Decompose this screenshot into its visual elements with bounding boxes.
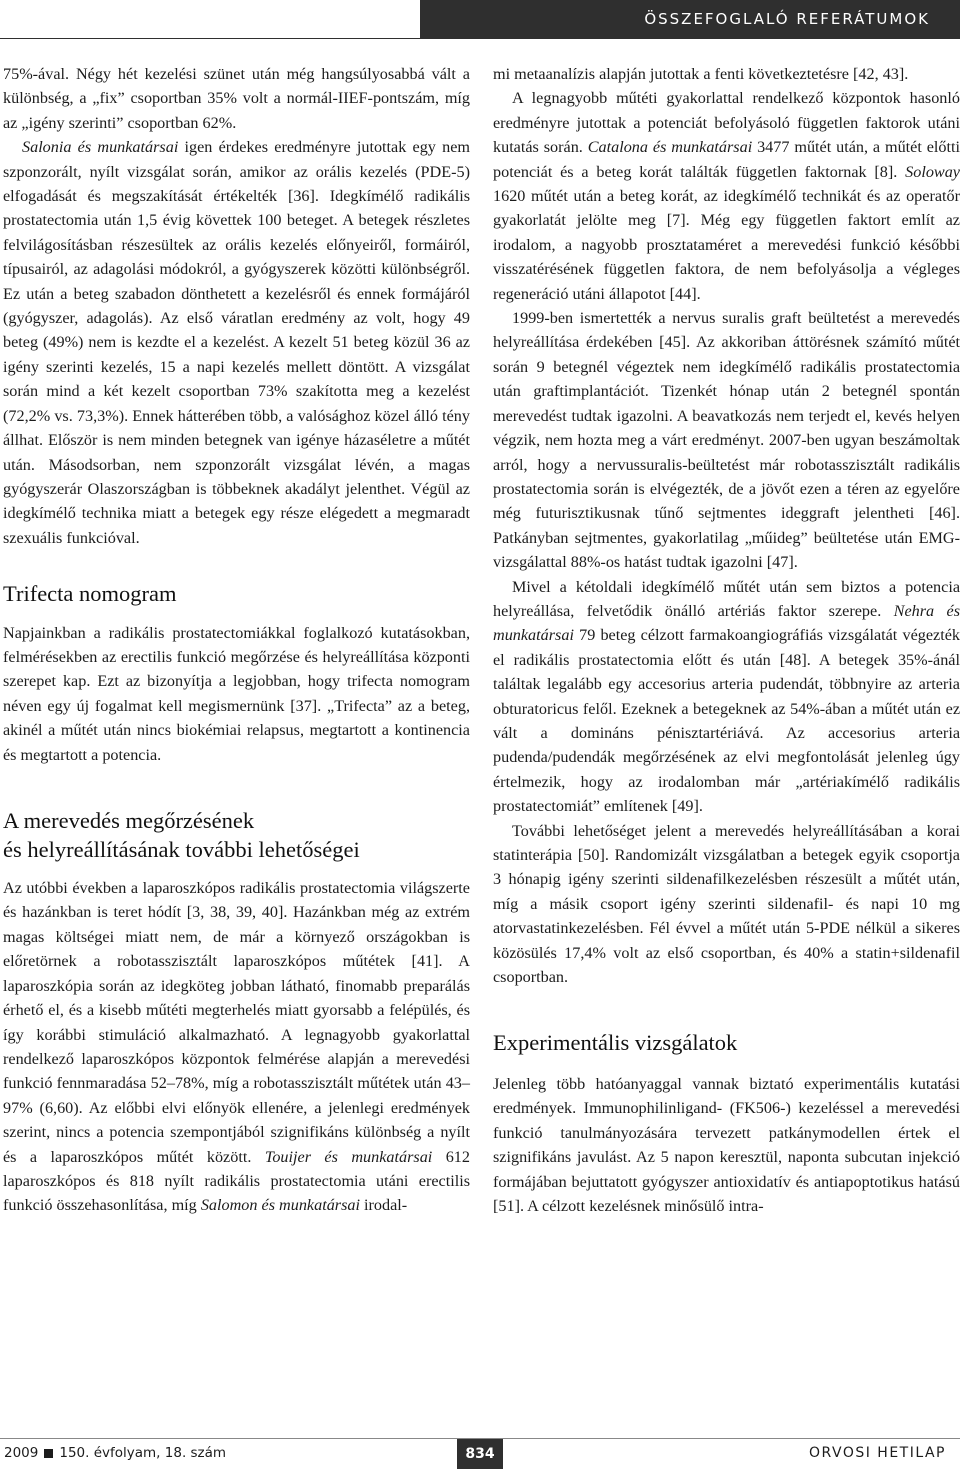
paragraph xyxy=(3,135,470,550)
journal-name: ORVOSI HETILAP xyxy=(809,1445,946,1461)
paragraph-text: irodal- xyxy=(359,1196,408,1215)
header-divider xyxy=(0,38,960,39)
paragraph-text: A legnagyobb műtéti gyakorlattal rendelkező központok hasonló eredményre jutottak a potenciát befolyásoló független faktorok utáni kutatás során. xyxy=(493,89,960,157)
section-heading-experimental: Experimentális vizsgálatok xyxy=(493,1030,738,1056)
page-number: 834 xyxy=(457,1439,503,1469)
paragraph-text: Az utóbbi években a laparoszkópos radikális prostatectomia világszerte és hazánkban is teret hódít [3, 38, 39, 40]. Hazánkban még az extrém magas költségei miatt nem, de már a környező országokban is előretörnek a robotasszisztált laparoszkópos műtétek [41]. A laparoszkópia során az idegköteg jobban látható, finomabb preparálás érhető el, és a kisebb műtéti megterhelés miatt gyorsabb a felépülés, és így korábbi stimuláció alkalmazható. A legnagyobb gyakorlattal rendelkező laparoszkópos központok felmérése alapján a merevedési funkció fennmaradása 52–78%, míg a robotasszisztált műtétek után 43–97% (6,60). Az előbbi elvi előnyök ellenére, a jelenlegi eredmények szerint, nincs a potencia szempontjából szignifikáns különbség a nyílt és a laparoszkópos műtét között. xyxy=(3,879,470,1166)
author-ref: Touijer és munkatársai xyxy=(264,1147,433,1166)
paragraph-text: 612 laparoszkópos és 818 nyílt radikális prostatectomia utáni erectilis funkció összehasonlítása, míg xyxy=(3,1147,470,1215)
heading-line-2: és helyreállításának további lehetőségei xyxy=(3,836,360,862)
paragraph-text: 79 beteg célzott farmakoangiográfiás vizsgálatát végezték el radikális prostatectomia előtt és után [48]. A betegek 35%-ánál találtak legalább egy accesorius arteria pudendát, többnyire az arteria obturatoricus felől. Ezeknek a betegeknek az 54%-ában a műtét után ez vált a domináns pénisztartériává. Az accesorius arteria pudenda/pudendák megőrzésének az elvi megfontolását jelenleg úgy értelmezik, hogy az irodalomban már „artériakímélő radikális prostatectomiát” említenek [49]. xyxy=(493,626,960,816)
square-bullet-icon xyxy=(44,1449,53,1458)
author-ref: Salomon és munkatársai xyxy=(200,1196,360,1215)
right-column xyxy=(493,62,960,1218)
author-ref: Catalona és munkatársai xyxy=(587,138,753,157)
author-ref: Salonia és munkatársai xyxy=(22,138,179,157)
footer-issue: 150. évfolyam, 18. szám xyxy=(59,1445,227,1461)
paragraph: mi metaanalízis alapján jutottak a fenti következtetésre [42, 43]. xyxy=(493,65,909,83)
footer-issue-info xyxy=(4,1440,226,1466)
section-title: ÖSSZEFOGLALÓ REFERÁTUMOK xyxy=(644,10,930,28)
author-ref: Nehra és munkatársai xyxy=(493,601,960,645)
author-ref: Soloway xyxy=(905,162,960,181)
footer-year: 2009 xyxy=(4,1445,39,1461)
paragraph-text: 1620 műtét után a beteg korát, az idegkímélő technikát és az operatőr gyakorlatát jelölte meg [7]. Még egy független faktort említ az irodalom, a nagyobb prosztataméret a merevedési funkció későbbi visszatérésének független faktora, de nem befolyásolja a végleges regeneráció utáni állapotot [44]. xyxy=(493,187,960,303)
left-column xyxy=(3,62,470,1218)
paragraph-text: 3477 műtét után, a műtét előtti potenciát és a beteg korát találták független faktornak [8]. xyxy=(493,138,960,181)
paragraph: 1999-ben ismertették a nervus suralis graft beültetést a merevedés helyreállítása érdekében [45]. Az akkoriban áttörésnek számító műtét során 9 betegnél végeztek nem idegkímélő radikális prostatectomia után graftimplantációt. Tizenkét hónap után 2 betegnél spontán merevedést tudtak igazolni. A beavatkozás nem terjedt el, kevés helyen végzik, nem hozta meg a várt eredményt. 2007-ben ugyan beszámoltak arról, hogy a nervussuralis-beültetést már robotasszisztált radikális prostatectomia során is elvégezték, de a jövőt ezen a téren az egyelőre még futurisztikusnak tűnő sejtmentes ideggraft jelentheti [46]. Patkányban sejtmentes, gyakorlatilag „műideg” beültetése után EMG-vizsgálattal 88%-os hatást tudtak igazolni [47]. xyxy=(493,309,960,572)
paragraph-text: igen érdekes eredményre jutottak egy nem szponzorált, nyílt vizsgálat során, amikor az orális kezelés (PDE-5) elfogadását és megszakítását értékelték [36]. Idegkímélő radikális prostatectomia után 1,5 évig követtek 100 beteget. A betegek részletes felvilágosításban részesültek az orális kezelés előnyeiről, formáiról, típusairól, az adagolási módokról, a gyógyszerek közötti különbségről. Ez után a beteg szabadon dönthetett a kezelésről és ennek formájáról (gyógyszer, adagolás). Az első váratlan eredmény az volt, hogy 49 beteg (49%) nem is kezdte el a kezelést. A kezelt 51 beteg közül 36 az igény szerinti kezelés, 15 a napi kezelés mellett döntött. A vizsgálat során mind a két kezelt csoportban 73% szakította meg a kezelést (72,2% vs. 73,3%). Ennek hátterében több, a valósághoz közel álló tény állhat. Először is nem minden betegnek van igénye házaséletre a műtét után. Másodsorban, nem szponzorált vizsgálat lévén, a magas gyógyszerár Olaszországban is többeknek akadályt jelenthet. Végül az idegkímélő technika miatt a betegek egy része elégedett a megmaradt szexuális funkcióval. xyxy=(3,138,470,547)
paragraph: 75%-ával. Négy hét kezelési szünet után még hangsúlyosabbá vált a különbség, a „fix” csoportban 35% volt a normál-IIEF-pontszám, míg az „igény szerinti” csoportban 62%. xyxy=(3,65,470,132)
paragraph: További lehetőséget jelent a merevedés helyreállításában a korai statinterápia [50]. Randomizált vizsgálatban a betegek egyik csoportja 3 hónapig igény szerinti sildenafilkezelésben részesült a műtét után, míg a másik csoport igény szerinti sildenafil- és napi 10 mg atorvastatinkezelésben. Fél évvel a műtét után 5-PDE nélkül a sikeres közösülés 17,4% volt az első csoportban, és 40% a statin+sildenafil csoportban. xyxy=(493,821,960,987)
paragraph-text: Mivel a kétoldali idegkímélő műtét után sem biztos a potencia helyreállása, felvetődik önálló artériás faktor szerepe. xyxy=(493,577,960,620)
section-header xyxy=(420,0,960,38)
section-heading-merevedes xyxy=(3,807,470,864)
section-heading-trifecta: Trifecta nomogram xyxy=(3,581,177,607)
paragraph xyxy=(493,86,960,306)
paragraph: Jelenleg több hatóanyaggal vannak biztató experimentális kutatási eredmények. Immunophilinligand- (FK506-) kezeléssel a merevedési funkció tanulmányozására tervezett patkánymodellen értek el szignifikáns javulást. Az 5 napon keresztül, naponta subcutan injekció formájában bejuttatott gyógyszer antioxidatív és antiapoptotikus hatású [51]. A célzott kezelésnek minősülő intra- xyxy=(493,1074,960,1215)
heading-line-1: A merevedés megőrzésének xyxy=(3,808,255,834)
paragraph: Napjainkban a radikális prostatectomiákkal foglalkozó kutatásokban, felmérésekben az erectilis funkció megőrzése és helyreállítása központi szerepet kap. Ezt az bizonyítja a legjobban, hogy trifecta nomogram néven egy új fogalmat kell megismernünk [37]. „Trifecta” az a beteg, akinél a műtét után nincs biokémiai relapsus, megtartott a kontinencia és megtartott a potencia. xyxy=(3,623,470,764)
paragraph xyxy=(493,575,960,819)
paragraph xyxy=(3,876,470,1218)
